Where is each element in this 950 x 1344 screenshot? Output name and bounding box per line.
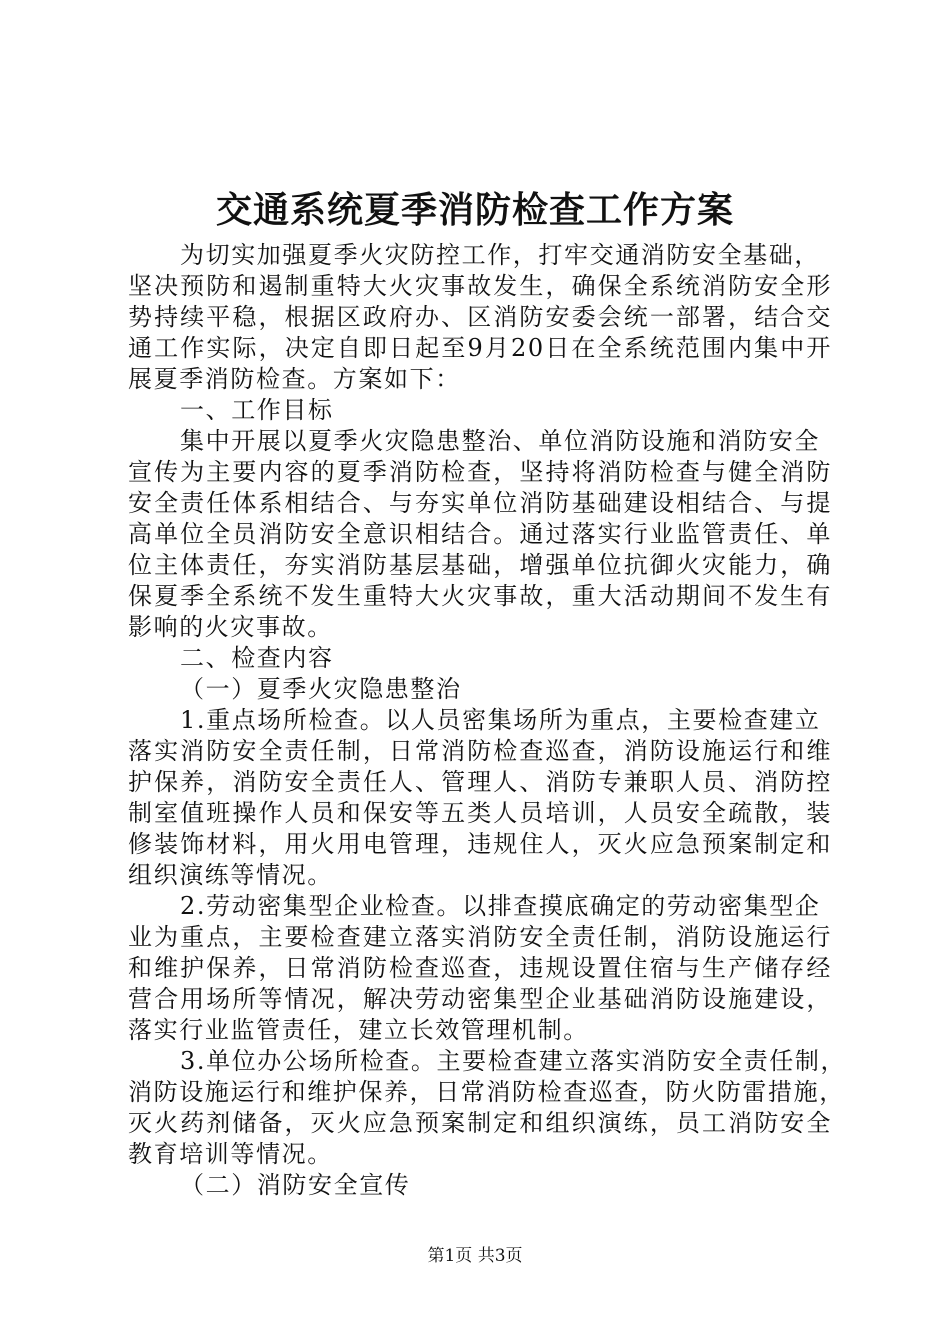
paragraph-line: 落实行业监管责任，建立长效管理机制。: [128, 1016, 589, 1044]
paragraph-line: 保夏季全系统不发生重特大火灾事故，重大活动期间不发生有: [128, 582, 832, 610]
paragraph-line: 影响的火灾事故。: [128, 613, 333, 641]
paragraph-line: 2.劳动密集型企业检查。以排查摸底确定的劳动密集型企: [180, 892, 821, 920]
subsection-heading: （一）夏季火灾隐患整治: [180, 675, 462, 703]
paragraph-line: 灭火药剂储备，灭火应急预案制定和组织演练，员工消防安全: [128, 1109, 832, 1137]
paragraph-line: 消防设施运行和维护保养，日常消防检查巡查，防火防雷措施，: [128, 1078, 845, 1106]
paragraph-line: 坚决预防和遏制重特大火灾事故发生，确保全系统消防安全形: [128, 272, 832, 300]
paragraph-line: 业为重点，主要检查建立落实消防安全责任制，消防设施运行: [128, 923, 832, 951]
paragraph-line: 落实消防安全责任制，日常消防检查巡查，消防设施运行和维: [128, 737, 832, 765]
paragraph-line: 和维护保养，日常消防检查巡查，违规设置住宿与生产储存经: [128, 954, 832, 982]
document-title: 交通系统夏季消防检查工作方案: [215, 189, 734, 231]
paragraph-line: 势持续平稳，根据区政府办、区消防安委会统一部署，结合交: [128, 303, 832, 331]
paragraph-line: 位主体责任，夯实消防基层基础，增强单位抗御火灾能力，确: [128, 551, 832, 579]
paragraph-line: 制室值班操作人员和保安等五类人员培训，人员安全疏散，装: [128, 799, 832, 827]
paragraph-line: 教育培训等情况。: [128, 1140, 333, 1168]
document-body: [128, 240, 847, 1201]
paragraph-line: 通工作实际，决定自即日起至9月20日在全系统范围内集中开: [128, 334, 832, 362]
paragraph-line: 集中开展以夏季火灾隐患整治、单位消防设施和消防安全: [180, 427, 820, 455]
subsection-heading: （二）消防安全宣传: [180, 1171, 411, 1199]
paragraph-line: 安全责任体系相结合、与夯实单位消防基础建设相结合、与提: [128, 489, 832, 517]
paragraph-line: 组织演练等情况。: [128, 861, 333, 889]
paragraph-line: 展夏季消防检查。方案如下：: [128, 365, 461, 393]
paragraph-line: 修装饰材料，用火用电管理，违规住人，灭火应急预案制定和: [128, 830, 832, 858]
paragraph-line: 高单位全员消防安全意识相结合。通过落实行业监管责任、单: [128, 520, 832, 548]
section-heading: 二、检查内容: [180, 644, 334, 672]
paragraph-line: 宣传为主要内容的夏季消防检查，坚持将消防检查与健全消防: [128, 458, 832, 486]
page-number: 第1页 共3页: [427, 1246, 523, 1266]
paragraph-line: 护保养，消防安全责任人、管理人、消防专兼职人员、消防控: [128, 768, 832, 796]
paragraph-line: 为切实加强夏季火灾防控工作，打牢交通消防安全基础，: [180, 241, 820, 269]
paragraph-line: 1.重点场所检查。以人员密集场所为重点，主要检查建立: [180, 706, 821, 734]
paragraph-line: 营合用场所等情况，解决劳动密集型企业基础消防设施建设，: [128, 985, 832, 1013]
section-heading: 一、工作目标: [180, 396, 334, 424]
paragraph-line: 3.单位办公场所检查。主要检查建立落实消防安全责任制，: [180, 1047, 847, 1075]
